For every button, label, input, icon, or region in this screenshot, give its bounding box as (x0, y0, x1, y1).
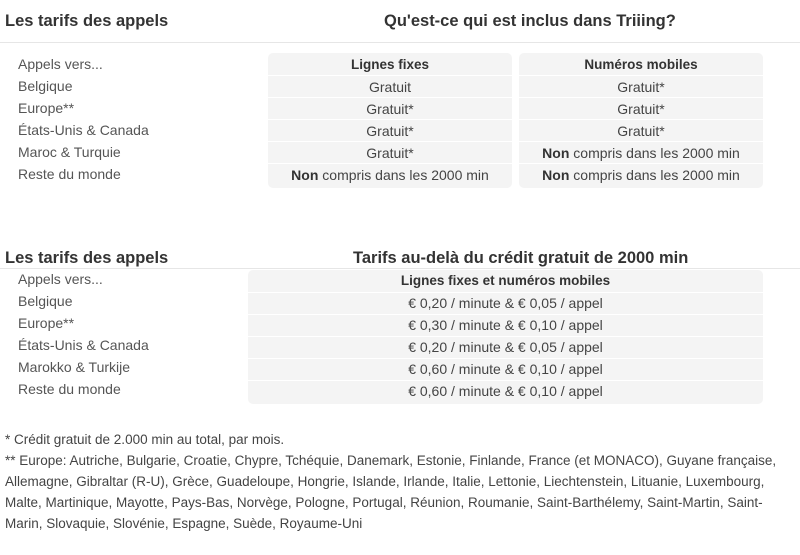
table1-left-title: Les tarifs des appels (5, 12, 169, 30)
table2-row-label-belgique: Belgique (18, 293, 73, 309)
table1-row-label-belgique: Belgique (18, 78, 73, 94)
table1-row-label-reste-du-monde: Reste du monde (18, 166, 121, 182)
fixed-lines-panel (268, 53, 512, 188)
table1-row-label-usa-canada: États-Unis & Canada (18, 122, 149, 138)
table2-divider (0, 268, 800, 269)
table2-row-header: Appels vers... (18, 271, 103, 287)
fixed-belgique-value: Gratuit (368, 79, 411, 95)
table2-row-label-usa-canada: États-Unis & Canada (18, 337, 149, 353)
rate-belgique-value: € 0,20 / minute & € 0,05 / appel (408, 295, 603, 311)
rate-usa-canada-value: € 0,20 / minute & € 0,05 / appel (408, 339, 603, 355)
mobile-maroc-included-text: compris dans les 2000 min (569, 145, 740, 161)
fixed-reste-included-text: compris dans les 2000 min (318, 167, 489, 183)
table1-row-label-maroc-turquie: Maroc & Turquie (18, 144, 121, 160)
mobile-reste-du-monde-value (519, 164, 763, 186)
mobile-reste-not-label: Non (542, 167, 570, 183)
fixed-europe-value: Gratuit* (366, 101, 414, 117)
fixed-reste-not-label: Non (291, 167, 319, 183)
table2-row-label-reste-du-monde: Reste du monde (18, 381, 121, 397)
footnote-europe-countries: ** Europe: Autriche, Bulgarie, Croatie, Chypre, Tchéquie, Danemark, Estonie, Finlande, France (et MONACO), Guyane française, Allemagne, Gibraltar (R-U), Grèce, Guadeloupe, Hongrie, Islande, Irlande, Italie, Lettonie, Liechtenstein, Lituanie, Luxembourg, Malte, Martinique, Mayotte, Pays-Bas, Norvège, Pologne, Portugal, Réunion, Roumanie, Saint-Barthélemy, Saint-Martin, Saint-Marin, Slovaquie, Slovénie, Espagne, Suède, Royaume-Uni (5, 453, 777, 531)
mobile-belgique-value: Gratuit* (617, 79, 665, 95)
table1-divider (0, 42, 800, 43)
rate-reste-du-monde-value: € 0,60 / minute & € 0,10 / appel (408, 383, 603, 399)
table1-row-header: Appels vers... (18, 56, 103, 72)
rate-europe-value: € 0,30 / minute & € 0,10 / appel (408, 317, 603, 333)
fixed-usa-canada-value: Gratuit* (366, 123, 414, 139)
table2-left-title: Les tarifs des appels (5, 249, 169, 267)
rates-panel (248, 270, 763, 404)
mobile-numbers-panel (519, 53, 763, 188)
fixed-maroc-turquie-value: Gratuit* (366, 145, 414, 161)
fixed-reste-du-monde-value (268, 164, 512, 186)
table2-row-label-marokko-turkije: Marokko & Turkije (18, 359, 131, 375)
table1-row-label-europe: Europe** (18, 100, 75, 116)
mobile-reste-included-text: compris dans les 2000 min (569, 167, 740, 183)
table1-right-title: Qu'est-ce qui est inclus dans Triiing? (384, 12, 676, 30)
mobile-europe-value: Gratuit* (617, 101, 665, 117)
rates-header: Lignes fixes et numéros mobiles (400, 273, 611, 288)
table2-row-label-europe: Europe** (18, 315, 75, 331)
table2-right-title: Tarifs au-delà du crédit gratuit de 2000 min (353, 249, 689, 267)
mobile-usa-canada-value: Gratuit* (617, 123, 665, 139)
mobile-numbers-header: Numéros mobiles (584, 57, 698, 72)
mobile-maroc-turquie-value (519, 142, 763, 164)
rate-marokko-turkije-value: € 0,60 / minute & € 0,10 / appel (408, 361, 603, 377)
mobile-maroc-not-label: Non (542, 145, 570, 161)
fixed-lines-header: Lignes fixes (350, 57, 430, 72)
footnote-free-credit: * Crédit gratuit de 2.000 min au total, par mois. (5, 432, 285, 447)
